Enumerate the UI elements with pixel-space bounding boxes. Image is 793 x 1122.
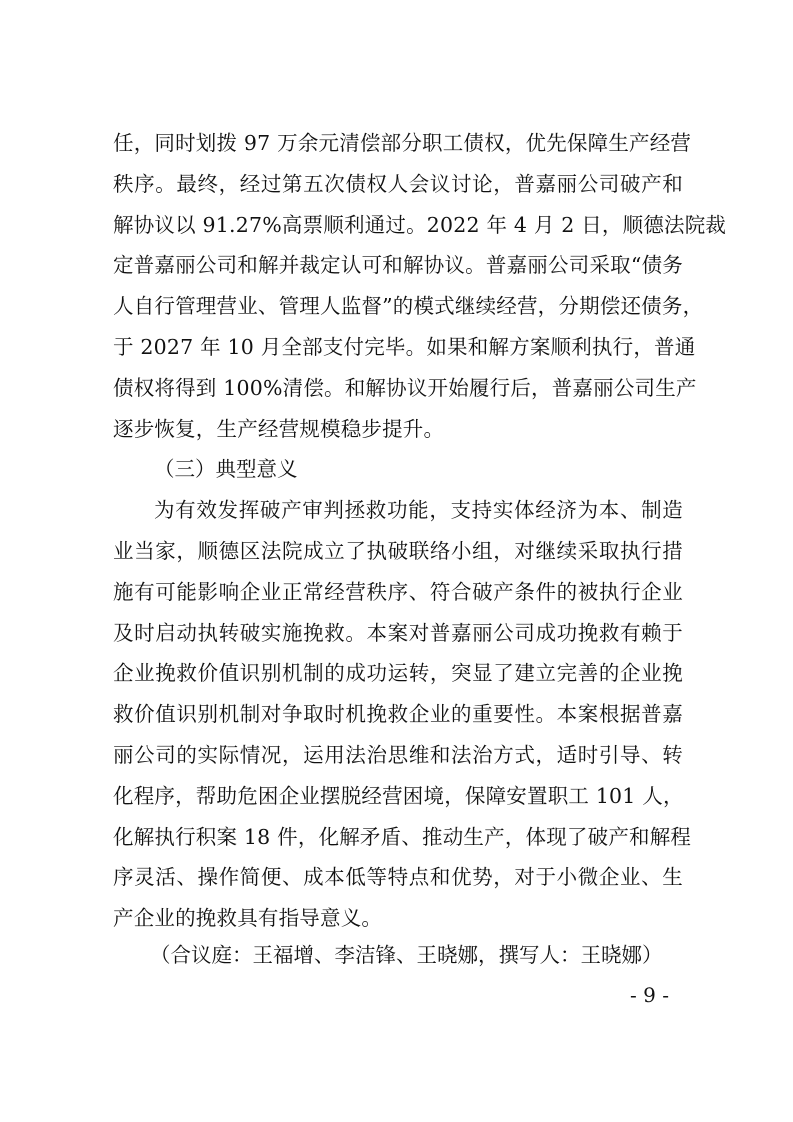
text-line: 为有效发挥破产审判拯救功能，支持实体经济为本、制造 bbox=[154, 498, 683, 523]
text-line: 任，同时划拨 97 万余元清偿部分职工债权，优先保障生产经营 bbox=[113, 131, 692, 155]
text-line: 序灵活、操作简便、成本低等特点和优势，对于小微企业、生 bbox=[113, 865, 683, 890]
text-line: 化程序，帮助危困企业摆脱经营困境，保障安置职工 101 人， bbox=[113, 783, 684, 808]
paragraph-outcome bbox=[113, 123, 727, 449]
text-line: 企业挽救价值识别机制的成功运转，突显了建立完善的企业挽 bbox=[113, 661, 683, 686]
text-line: 逐步恢复，生产经营规模稳步提升。 bbox=[113, 416, 445, 441]
paragraph-significance bbox=[113, 490, 692, 939]
text-line: 于 2027 年 10 月全部支付完毕。如果和解方案顺利执行，普通 bbox=[113, 334, 696, 359]
text-line: 债权将得到 100%清偿。和解协议开始履行后，普嘉丽公司生产 bbox=[113, 375, 697, 400]
text-line: 化解执行积案 18 件，化解矛盾、推动生产，体现了破产和解程 bbox=[113, 824, 692, 849]
text-line: 解协议以 91.27%高票顺利通过。2022 年 4 月 2 日，顺德法院裁 bbox=[113, 212, 727, 237]
text-line: 业当家，顺德区法院成立了执破联络小组，对继续采取执行措 bbox=[113, 538, 683, 563]
text-line: 施有可能影响企业正常经营秩序、符合破产条件的被执行企业 bbox=[113, 579, 683, 604]
panel-signature: （合议庭：王福增、李洁锋、王晓娜，撰写人：王晓娜） bbox=[150, 943, 663, 967]
text-line: 产企业的挽救具有指导意义。 bbox=[113, 906, 383, 931]
text-line: 及时启动执转破实施挽救。本案对普嘉丽公司成功挽救有赖于 bbox=[113, 620, 683, 645]
text-line: 丽公司的实际情况，运用法治思维和法治方式，适时引导、转 bbox=[113, 742, 683, 767]
text-line: 人自行管理营业、管理人监督”的模式继续经营，分期偿还债务， bbox=[113, 294, 704, 319]
section-heading: （三）典型意义 bbox=[154, 457, 298, 482]
document-body bbox=[113, 123, 727, 939]
text-line: 定普嘉丽公司和解并裁定认可和解协议。普嘉丽公司采取“债务 bbox=[113, 253, 683, 278]
page-number: - 9 - bbox=[630, 983, 669, 1007]
text-line: 秩序。最终，经过第五次债权人会议讨论，普嘉丽公司破产和 bbox=[113, 171, 683, 196]
text-line: 救价值识别机制对争取时机挽救企业的重要性。本案根据普嘉 bbox=[113, 702, 683, 727]
